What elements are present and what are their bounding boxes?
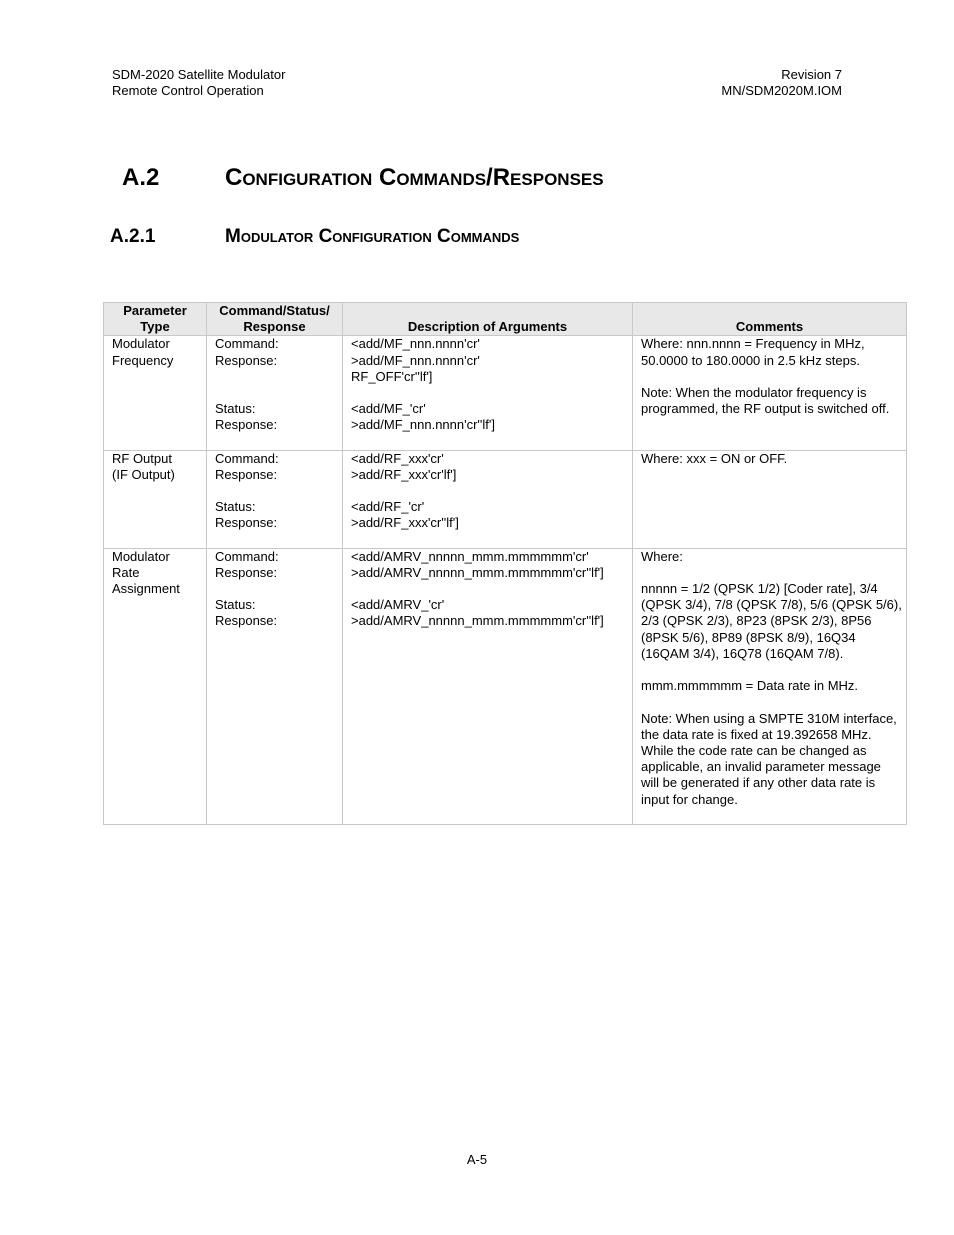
cell-line: Where: [641,548,683,564]
cell-line: <add/RF_xxx'cr' [351,450,444,466]
cell-line: Command: [215,450,279,466]
subsection-title: Modulator Configuration Commands [225,226,520,247]
cell-line: >add/MF_nnn.nnnn'cr''lf'] [351,417,495,433]
cell-line: mmm.mmmmmm = Data rate in MHz. [641,678,859,694]
cell-line: Response: [215,613,278,629]
cell-command-labels [207,548,343,824]
cell-line: (IF Output) [112,466,175,482]
cell-line [215,483,338,499]
cell-arguments [343,336,633,450]
cell-line: >add/AMRV_nnnnn_mmm.mmmmmm'cr''lf'] [351,564,604,580]
cell-line: Status: [215,401,256,417]
section-number: A.2 [122,164,160,191]
running-header-right [721,67,842,99]
header-parameter-type: Parameter Type [104,303,207,336]
cell-arguments [343,450,633,548]
cell-comments [633,450,907,548]
subsection-number: A.2.1 [110,226,156,247]
cell-line: <add/RF_'cr' [351,499,425,515]
cell-line: Assignment [112,581,180,597]
cell-line: Note: When using a SMPTE 310M interface, the data rate is fixed at 19.392658 MHz. While the code rate can be changed as applicable, an invalid parameter message will be generated if any other data rate is input for change. [641,710,901,807]
page-number: A-5 [466,1152,488,1167]
cell-comments [633,336,907,450]
cell-line [215,385,338,401]
cell-line: Modulator [112,336,170,352]
table-row [104,548,907,824]
cell-line: <add/AMRV_nnnnn_mmm.mmmmmm'cr' [351,548,589,564]
cell-arguments [343,548,633,824]
cell-line [641,565,902,581]
cell-line: <add/AMRV_'cr' [351,597,445,613]
header-product-title: SDM-2020 Satellite Modulator [112,67,286,82]
cell-line: Status: [215,597,256,613]
cell-line [351,483,628,499]
cell-line: Response: [215,352,278,368]
cell-line: Where: nnn.nnnn = Frequency in MHz, 50.0000 to 180.0000 in 2.5 kHz steps. [641,336,869,368]
section-title: Configuration Commands/Responses [225,164,604,191]
cell-line: RF_OFF'cr''lf'] [351,368,433,384]
cell-line: >add/RF_xxx'cr'lf'] [351,466,457,482]
command-table [103,302,907,825]
cell-line: RF Output [112,450,172,466]
cell-line: Response: [215,417,278,433]
cell-line [215,369,338,385]
cell-comments [633,548,907,824]
cell-parameter-type [104,450,207,548]
cell-line: Modulator [112,548,170,564]
cell-line: >add/AMRV_nnnnn_mmm.mmmmmm'cr''lf'] [351,613,604,629]
running-header-left [112,67,285,99]
header-revision: Revision 7 [781,67,842,82]
cell-command-labels [207,336,343,450]
cell-line: Response: [215,466,278,482]
cell-line: Note: When the modulator frequency is programmed, the RF output is switched off. [641,385,890,417]
cell-line: Where: xxx = ON or OFF. [641,450,788,466]
table-row [104,336,907,450]
cell-command-labels [207,450,343,548]
cell-line: Command: [215,336,279,352]
header-description: Description of Arguments [343,303,633,336]
cell-line: Rate [112,564,140,580]
cell-line [351,581,628,597]
cell-parameter-type [104,548,207,824]
table-header-row [104,303,907,336]
table-row [104,450,907,548]
cell-line: >add/MF_nnn.nnnn'cr' [351,352,480,368]
header-chapter-title: Remote Control Operation [112,83,264,98]
cell-line: >add/RF_xxx'cr''lf'] [351,515,459,531]
cell-line: Response: [215,564,278,580]
header-comments: Comments [633,303,907,336]
cell-line [215,581,338,597]
cell-line [641,694,902,710]
cell-line [641,369,902,385]
cell-line: Response: [215,515,278,531]
cell-line [351,385,628,401]
cell-line: nnnnn = 1/2 (QPSK 1/2) [Coder rate], 3/4 (QPSK 3/4), 7/8 (QPSK 7/8), 5/6 (QPSK 5/6), 2/3 (QPSK 2/3), 8P23 (8PSK 2/3), 8P56 (8PSK 5/6), 8P89 (8PSK 8/9), 16Q34 (16QAM 3/4), 16Q78 (16QAM 7/8). [641,581,906,661]
cell-line: Frequency [112,352,174,368]
cell-line: Command: [215,548,279,564]
cell-line: Status: [215,499,256,515]
cell-parameter-type [104,336,207,450]
cell-line: <add/MF_'cr' [351,401,426,417]
header-document-number: MN/SDM2020M.IOM [721,83,842,98]
header-command-status-response: Command/Status/ Response [207,303,343,336]
cell-line [641,662,902,678]
cell-line: <add/MF_nnn.nnnn'cr' [351,336,480,352]
